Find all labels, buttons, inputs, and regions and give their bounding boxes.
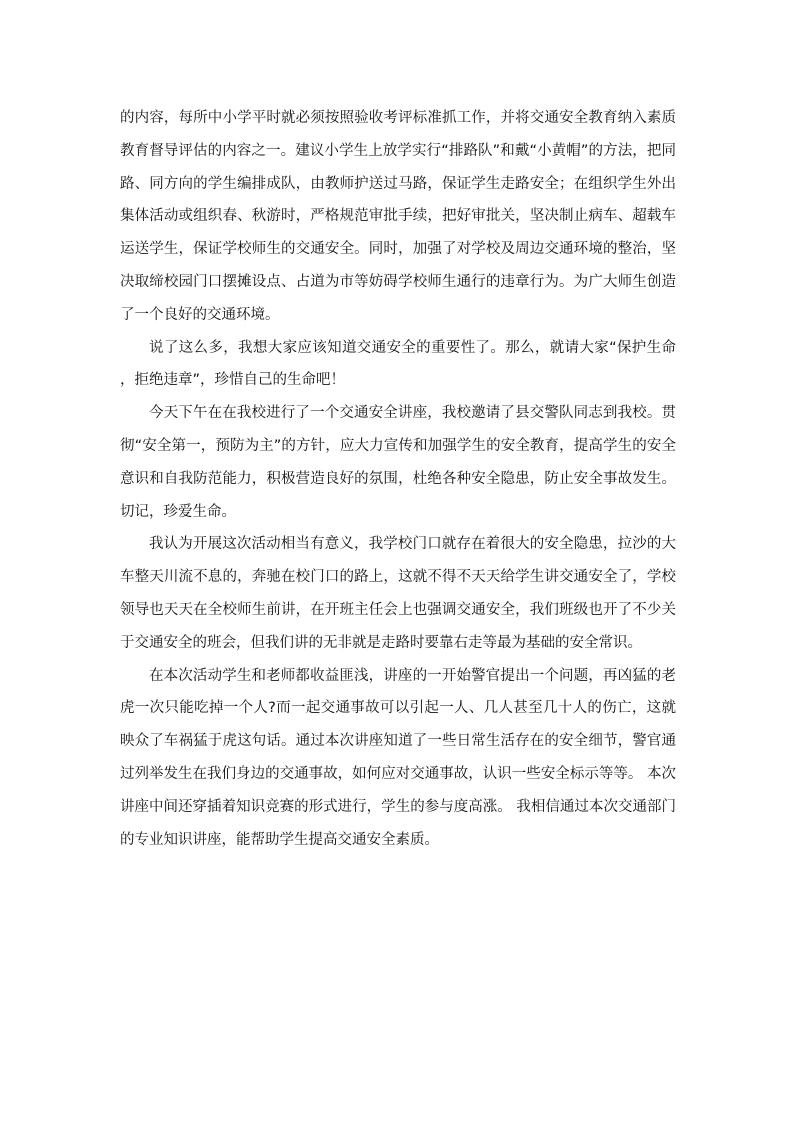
paragraph-2: 说了这么多，我想大家应该知道交通安全的重要性了。那么，就请大家“保护生命，拒绝违章”，珍惜自己的生命吧！ (120, 339, 676, 389)
document-body (120, 102, 676, 856)
paragraph-3: 今天下午在在我校进行了一个交通安全讲座，我校邀请了县交警队同志到我校。贯彻“安全第一，预防为主”的方针，应大力宣传和加强学生的安全教育，提高学生的安全意识和自我防范能力，积极营造良好的氛围，杜绝各种安全隐患，防止安全事故发生。切记，珍爱生命。 (120, 405, 676, 520)
paragraph-5: 在本次活动学生和老师都收益匪浅，讲座的一开始警官提出一个问题，再凶猛的老虎一次只能吃掉一个人?而一起交通事故可以引起一人、几人甚至几十人的伤亡，这就映众了车祸猛于虎这句话。通过本次讲座知道了一些日常生活存在的安全细节，警官通过列举发生在我们身边的交通事故，如何应对交通事故，认识一些安全标示等等。 本次讲座中间还穿插着知识竞赛的形式进行，学生的参与度高涨。 我相信通过本次交通部门的专业知识讲座，能帮助学生提高交通安全素质。 (120, 667, 676, 848)
paragraph-1: 的内容，每所中小学平时就必须按照验收考评标准抓工作，并将交通安全教育纳入素质教育督导评估的内容之一。建议小学生上放学实行“排路队”和戴“小黄帽”的方法，把同路、同方向的学生编排成队，由教师护送过马路，保证学生走路安全；在组织学生外出集体活动或组织春、秋游时，严格规范审批手续，把好审批关，坚决制止病车、超载车运送学生，保证学校师生的交通安全。同时，加强了对学校及周边交通环境的整治，坚决取缔校园门口摆摊设点、占道为市等妨碍学校师生通行的违章行为。为广大师生创造了一个良好的交通环境。 (120, 110, 676, 323)
paragraph-4: 我认为开展这次活动相当有意义，我学校门口就存在着很大的安全隐患，拉沙的大车整天川流不息的，奔驰在校门口的路上，这就不得不天天给学生讲交通安全了，学校领导也天天在全校师生前讲，在开班主任会上也强调交通安全，我们班级也开了不少关于交通安全的班会，但我们讲的无非就是走路时要靠右走等最为基础的安全常识。 (120, 536, 676, 651)
